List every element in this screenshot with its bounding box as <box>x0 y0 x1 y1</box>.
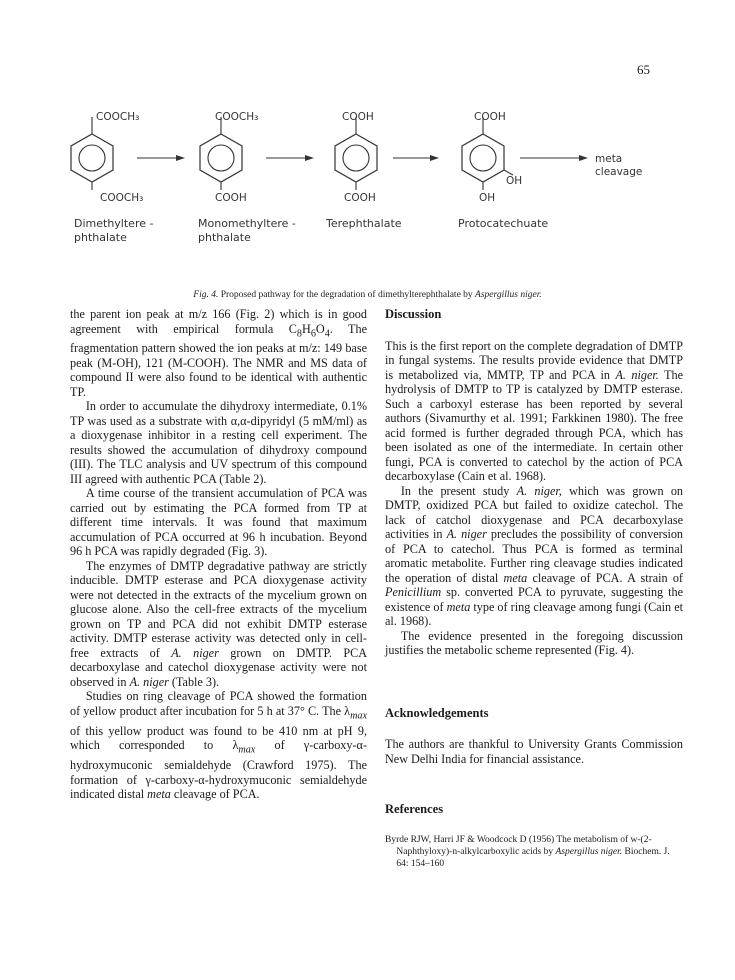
paragraph: A time course of the transient accumulation of PCA was carried out by estimating the PCA formed from TP at different time intervals. It was found that maximum accumulation of PCA occurred at 96 h incubation. Beyond 96 h PCA was rapidly degraded (Fig. 3). <box>70 486 367 559</box>
references-heading: References <box>385 802 444 816</box>
end-label-line1: meta <box>595 153 623 165</box>
paragraph: The authors are thankful to University Grants Commission New Delhi India for financial assistance. <box>385 737 683 766</box>
compound-3-top-group: COOH <box>342 111 374 123</box>
figure-caption: Fig. 4. Proposed pathway for the degradation of dimethylterephthalate by Aspergillus niger. <box>193 290 542 300</box>
compound-1-bottom-group: COOCH₃ <box>100 192 144 204</box>
compound-1-name: Dimethyltere - phthalate <box>74 217 154 244</box>
paragraph: In order to accumulate the dihydroxy intermediate, 0.1% TP was used as a substrate with α,α-dipyridyl (5 mM/ml) as a dioxygenase inhibitor in a resting cell experiment. The results showed the accumulation of dihydroxy compound (III). The TLC analysis and UV spectrum of this compound III agreed with authentic PCA (Table 2). <box>70 399 367 486</box>
arrow-2-head <box>305 155 314 161</box>
compound-4-name: Protocatechuate <box>458 217 549 230</box>
paragraph: The evidence presented in the foregoing discussion justifies the metabolic scheme represented (Fig. 4). <box>385 628 683 657</box>
compound-3-structure <box>335 117 377 190</box>
compound-2-structure <box>200 117 242 190</box>
compound-4-top-group: COOH <box>474 111 506 123</box>
compound-4-side-group: OH <box>506 175 523 187</box>
paragraph: In the present study A. niger, which was grown on DMTP, oxidized PCA but failed to oxidize catechol. The lack of catchol dioxygenase and PCA decarboxylase activities in A. niger precludes the possibility of conversion of PCA to catechol. Thus PCA is formed as terminal aromatic metabolite. Further ring cleavage studies indicated the operation of distal meta cleavage of PCA. A strain of Penicillium sp. converted PCA to pyruvate, suggesting the existence of meta type of ring cleavage among fungi (Cain et al. 1968). <box>385 483 684 628</box>
pathway-figure <box>60 105 680 280</box>
pathway-diagram <box>60 105 680 280</box>
compound-1-top-group: COOCH₃ <box>96 111 140 123</box>
compound-3-name: Terephthalate <box>326 217 402 230</box>
compound-3-bottom-group: COOH <box>344 192 376 204</box>
paragraph: Studies on ring cleavage of PCA showed the formation of yellow product after incubation for 5 h at 37° C. The $\lambda_{max}$ of this yellow product was found to be 410 nm at pH 9, which corresponded to $\lambda_{max}$ of γ-carboxy-α-hydroxymuconic semialdehyde (Crawford 1975). The formation of γ-carboxy-α-hydroxymuconic semialdehyde indicated distal meta cleavage of PCA. <box>70 689 367 802</box>
compound-2-name: Monomethyltere - phthalate <box>198 217 296 244</box>
paragraph: This is the first report on the complete degradation of DMTP in fungal systems. The results provide evidence that DMTP is metabolized via, MMTP, TP and PCA in A. niger. The hydrolysis of DMTP to TP is catalyzed by DMTP esterase. Such a carboxyl esterase has been reported by several authors (Sivamurthy et al. 1991; Farkkinen 1980). The free acid formed is further degraded through PCA, which has been isolated as one of the intermediate. In certain other fungi, PCA is converted to catechol by the action of PCA decarboxylase (Cain et al. 1968). <box>385 338 684 483</box>
compound-2-bottom-group: COOH <box>215 192 247 204</box>
compound-2-top-group: COOCH₃ <box>215 111 259 123</box>
paragraph: the parent ion peak at m/z 166 (Fig. 2) which is in good agreement with empirical formula $C_8H_6O_4$. The fragmentation pattern showed the ion peaks at m/z: 149 base peak (M-OH), 121 (M-COOH). The NMR and MS data of compound II were also found to be identical with authentic TP. <box>70 307 367 399</box>
compound-4-bottom-group: OH <box>479 192 496 204</box>
end-label-line2: cleavage <box>595 166 643 178</box>
arrow-4-head <box>579 155 588 161</box>
arrow-1-head <box>176 155 185 161</box>
left-column <box>70 307 367 802</box>
reference-item: Byrde RJW, Harri JF & Woodcock D (1956) The metabolism of w-(2-Naphthyloxy)-n-alkylcarboxylic acids by Aspergillus niger. Biochem. J. 64: 154–160 <box>385 834 670 869</box>
acknowledgements-heading: Acknowledgements <box>385 705 489 720</box>
arrow-3-head <box>430 155 439 161</box>
compound-1-structure <box>71 117 113 190</box>
paragraph: The enzymes of DMTP degradative pathway are strictly inducible. DMTP esterase and PCA dioxygenase activity were not detected in the extracts of the mycelium grown on glucose alone. Also the cell-free extracts of the mycelium grown on TP and PCA did not exhibit DMTP esterase activity. DMTP esterase activity was detected only in cell-free extracts of A. niger grown on DMTP. PCA decarboxylase and catechol dioxygenase activity were not observed in A. niger (Table 3). <box>70 558 368 689</box>
page-number: 65 <box>637 62 650 77</box>
right-column <box>385 307 683 870</box>
discussion-heading: Discussion <box>385 307 442 321</box>
